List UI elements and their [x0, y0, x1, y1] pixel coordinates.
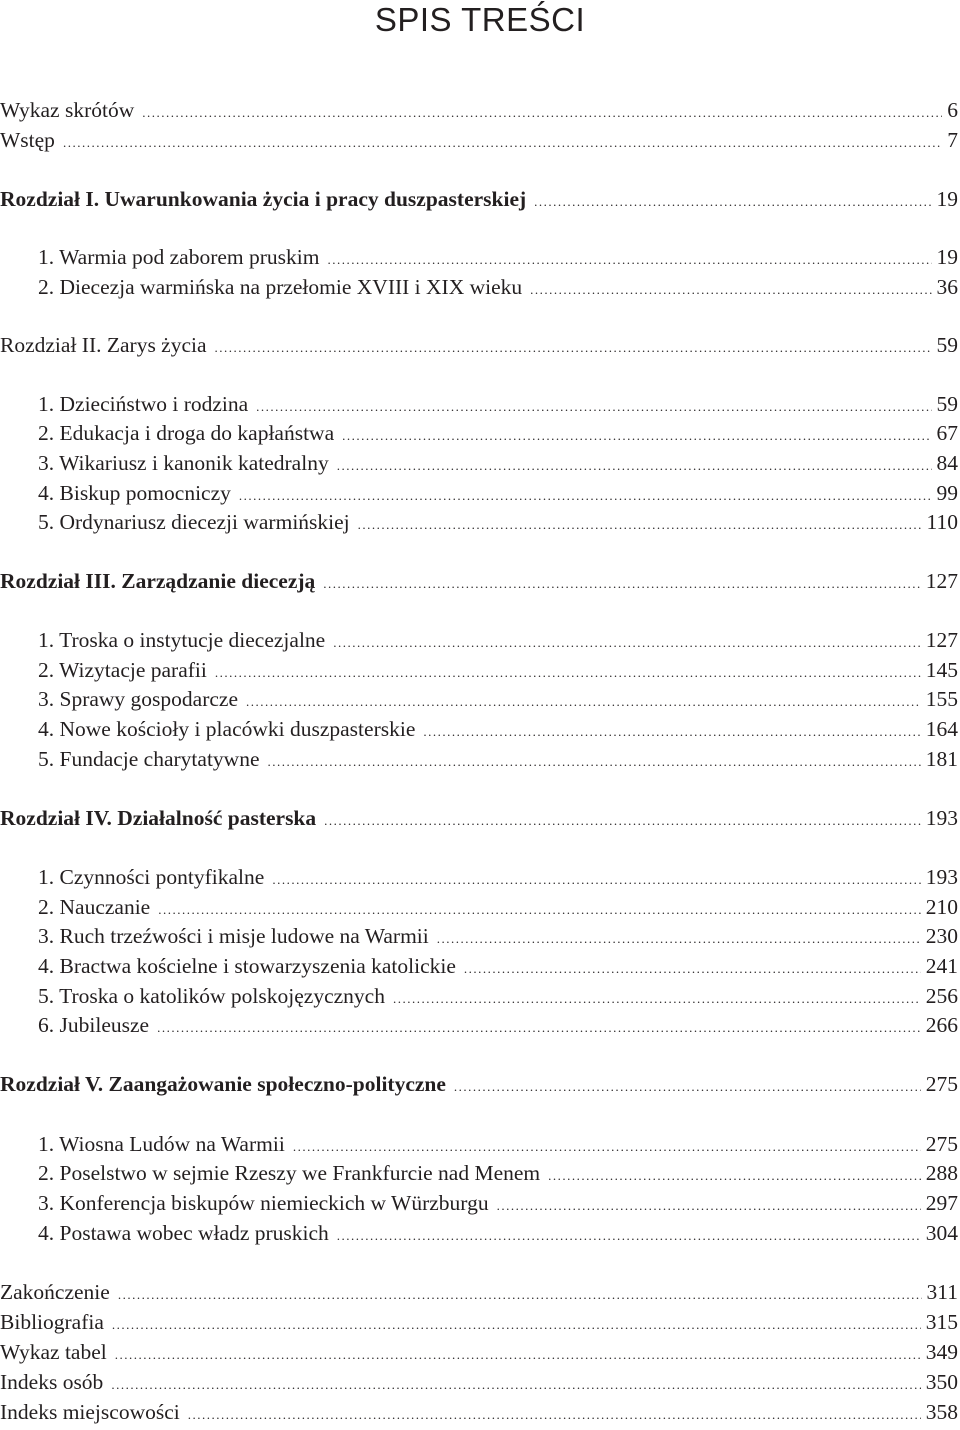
toc-entry[interactable] — [0, 330, 958, 360]
toc-entry-page-number: 7 — [947, 128, 958, 152]
toc-entry[interactable] — [0, 1367, 958, 1397]
toc-section-entry[interactable] — [38, 1188, 958, 1218]
toc-entry-page-number: 99 — [936, 481, 958, 505]
toc-entry-page-number: 67 — [936, 421, 958, 445]
toc-section-entry[interactable] — [38, 1010, 958, 1040]
dot-leader — [188, 1400, 921, 1430]
toc-entry-label: Rozdział I. Uwarunkowania życia i pracy duszpasterskiej — [0, 187, 527, 211]
toc-entry-page-number: 84 — [936, 451, 958, 475]
toc-entry-label: 4. Nowe kościoły i placówki duszpasterskie — [38, 717, 416, 741]
toc-entry-page-number: 19 — [936, 187, 958, 211]
toc-section-entry[interactable] — [38, 1158, 958, 1188]
toc-entry-page-number: 266 — [925, 1013, 958, 1037]
toc-entry-page-number: 181 — [925, 747, 958, 771]
toc-entry-label: 1. Czynności pontyfikalne — [38, 865, 265, 889]
toc-entry-page-number: 164 — [925, 717, 958, 741]
toc-entry-page-number: 193 — [925, 865, 958, 889]
dot-leader — [246, 687, 921, 717]
toc-section-entry[interactable] — [38, 242, 958, 272]
toc-section-entry[interactable] — [38, 507, 958, 537]
toc-entry-page-number: 350 — [925, 1370, 958, 1394]
toc-entry-label: Rozdział II. Zarys życia — [0, 333, 207, 357]
toc-section-entry[interactable] — [38, 272, 958, 302]
toc-entry-label: 4. Bractwa kościelne i stowarzyszenia katolickie — [38, 954, 456, 978]
toc-entry-label: 2. Poselstwo w sejmie Rzeszy we Frankfurcie nad Menem — [38, 1161, 541, 1185]
toc-entry-page-number: 210 — [925, 895, 958, 919]
toc-entry-page-number: 275 — [925, 1132, 958, 1156]
toc-entry-label: Rozdział III. Zarządzanie diecezją — [0, 569, 316, 593]
toc-section-entry[interactable] — [38, 684, 958, 714]
dot-leader — [358, 510, 922, 540]
toc-entry-label: 6. Jubileusze — [38, 1013, 150, 1037]
toc-entry-label: 2. Diecezja warmińska na przełomie XVIII i XIX wieku — [38, 275, 523, 299]
toc-entry-label: 1. Wiosna Ludów na Warmii — [38, 1132, 285, 1156]
toc-entry-page-number: 155 — [925, 687, 958, 711]
toc-entry-label: 1. Warmia pod zaborem pruskim — [38, 245, 320, 269]
toc-entry[interactable] — [0, 125, 958, 155]
dot-leader — [342, 421, 931, 451]
toc-entry-page-number: 358 — [925, 1400, 958, 1424]
dot-leader — [111, 1370, 920, 1400]
toc-entry-label: 5. Troska o katolików polskojęzycznych — [38, 984, 385, 1008]
toc-entry[interactable] — [0, 95, 958, 125]
toc-entry-label: 2. Nauczanie — [38, 895, 151, 919]
dot-leader — [323, 569, 920, 599]
toc-entry-page-number: 297 — [925, 1191, 958, 1215]
toc-section-entry[interactable] — [38, 625, 958, 655]
toc-entry-label: 3. Ruch trzeźwości i misje ludowe na Warmii — [38, 924, 429, 948]
dot-leader — [534, 187, 931, 217]
toc-section-entry[interactable] — [38, 951, 958, 981]
toc-section-entry[interactable] — [38, 714, 958, 744]
toc-entry-label: 3. Sprawy gospodarcze — [38, 687, 239, 711]
toc-entry-page-number: 288 — [925, 1161, 958, 1185]
toc-section-entry[interactable] — [38, 892, 958, 922]
toc-entry-page-number: 145 — [925, 658, 958, 682]
toc-section-entry[interactable] — [38, 478, 958, 508]
toc-entry[interactable] — [0, 1337, 958, 1367]
toc-section-entry[interactable] — [38, 448, 958, 478]
toc-entry-page-number: 59 — [936, 392, 958, 416]
toc-entry-label: 5. Fundacje charytatywne — [38, 747, 260, 771]
toc-entry-page-number: 230 — [925, 924, 958, 948]
dot-leader — [327, 245, 931, 275]
toc-entry-label: 4. Postawa wobec władz pruskich — [38, 1221, 329, 1245]
dot-leader — [272, 865, 920, 895]
dot-leader — [337, 451, 932, 481]
toc-section-entry[interactable] — [38, 862, 958, 892]
toc-entry-page-number: 36 — [936, 275, 958, 299]
toc-section-entry[interactable] — [38, 1129, 958, 1159]
toc-entry[interactable] — [0, 1307, 958, 1337]
dot-leader — [437, 924, 921, 954]
toc-entry-page-number: 127 — [925, 569, 958, 593]
toc-entry-page-number: 304 — [925, 1221, 958, 1245]
toc-entry-label: Wstęp — [0, 128, 55, 152]
toc-entry-page-number: 127 — [925, 628, 958, 652]
toc-entry-page-number: 193 — [925, 806, 958, 830]
toc-section-entry[interactable] — [38, 921, 958, 951]
toc-entry-label: Rozdział V. Zaangażowanie społeczno-polityczne — [0, 1072, 446, 1096]
dot-leader — [63, 128, 942, 158]
toc-entry-label: Wykaz skrótów — [0, 98, 135, 122]
toc-entry-label: 3. Konferencja biskupów niemieckich w Würzburgu — [38, 1191, 489, 1215]
dot-leader — [497, 1191, 921, 1221]
toc-entry[interactable] — [0, 1277, 958, 1307]
toc-entry-label: Rozdział IV. Działalność pasterska — [0, 806, 317, 830]
dot-leader — [530, 275, 931, 305]
dot-leader — [215, 333, 932, 363]
toc-entry-label: 1. Troska o instytucje diecezjalne — [38, 628, 326, 652]
dot-leader — [157, 1013, 921, 1043]
dot-leader — [142, 98, 942, 128]
dot-leader — [333, 628, 921, 658]
toc-entry-page-number: 311 — [926, 1280, 958, 1304]
dot-leader — [548, 1161, 921, 1191]
toc-entry-label: Bibliografia — [0, 1310, 104, 1334]
toc-entry[interactable] — [0, 803, 958, 833]
dot-leader — [112, 1310, 921, 1340]
toc-entry-page-number: 275 — [925, 1072, 958, 1096]
toc-entry-label: 2. Wizytacje parafii — [38, 658, 207, 682]
toc-entry-page-number: 349 — [925, 1340, 958, 1364]
toc-entry-label: Indeks miejscowości — [0, 1400, 180, 1424]
page-title: SPIS TREŚCI — [374, 1, 586, 38]
toc-entry-label: Wykaz tabel — [0, 1340, 107, 1364]
toc-entry-label: Indeks osób — [0, 1370, 104, 1394]
toc-entry-label: 5. Ordynariusz diecezji warmińskiej — [38, 510, 350, 534]
toc-entry-page-number: 241 — [925, 954, 958, 978]
toc-entry-label: 3. Wikariusz i kanonik katedralny — [38, 451, 329, 475]
dot-leader — [423, 717, 920, 747]
toc-section-entry[interactable] — [38, 981, 958, 1011]
toc-entry-page-number: 315 — [925, 1310, 958, 1334]
toc-entry[interactable] — [0, 1397, 958, 1427]
toc-entry-page-number: 19 — [936, 245, 958, 269]
toc-section-entry[interactable] — [38, 389, 958, 419]
toc-entry[interactable] — [0, 1069, 958, 1099]
toc-entry-page-number: 110 — [926, 510, 958, 534]
toc-entry-page-number: 6 — [947, 98, 958, 122]
dot-leader — [454, 1072, 921, 1102]
toc-entry-label: 2. Edukacja i droga do kapłaństwa — [38, 421, 335, 445]
toc-section-entry[interactable] — [38, 418, 958, 448]
toc-entry-label: Zakończenie — [0, 1280, 110, 1304]
dot-leader — [324, 806, 921, 836]
toc-entry-label: 4. Biskup pomocniczy — [38, 481, 231, 505]
dot-leader — [464, 954, 921, 984]
dot-leader — [268, 747, 921, 777]
toc-entry[interactable] — [0, 184, 958, 214]
toc-entry-page-number: 59 — [936, 333, 958, 357]
toc-section-entry[interactable] — [38, 744, 958, 774]
toc-entry[interactable] — [0, 566, 958, 596]
dot-leader — [115, 1340, 921, 1370]
toc-entry-label: 1. Dzieciństwo i rodzina — [38, 392, 249, 416]
dot-leader — [118, 1280, 922, 1310]
toc-section-entry[interactable] — [38, 655, 958, 685]
dot-leader — [337, 1221, 921, 1251]
toc-entry-page-number: 256 — [925, 984, 958, 1008]
toc-section-entry[interactable] — [38, 1218, 958, 1248]
